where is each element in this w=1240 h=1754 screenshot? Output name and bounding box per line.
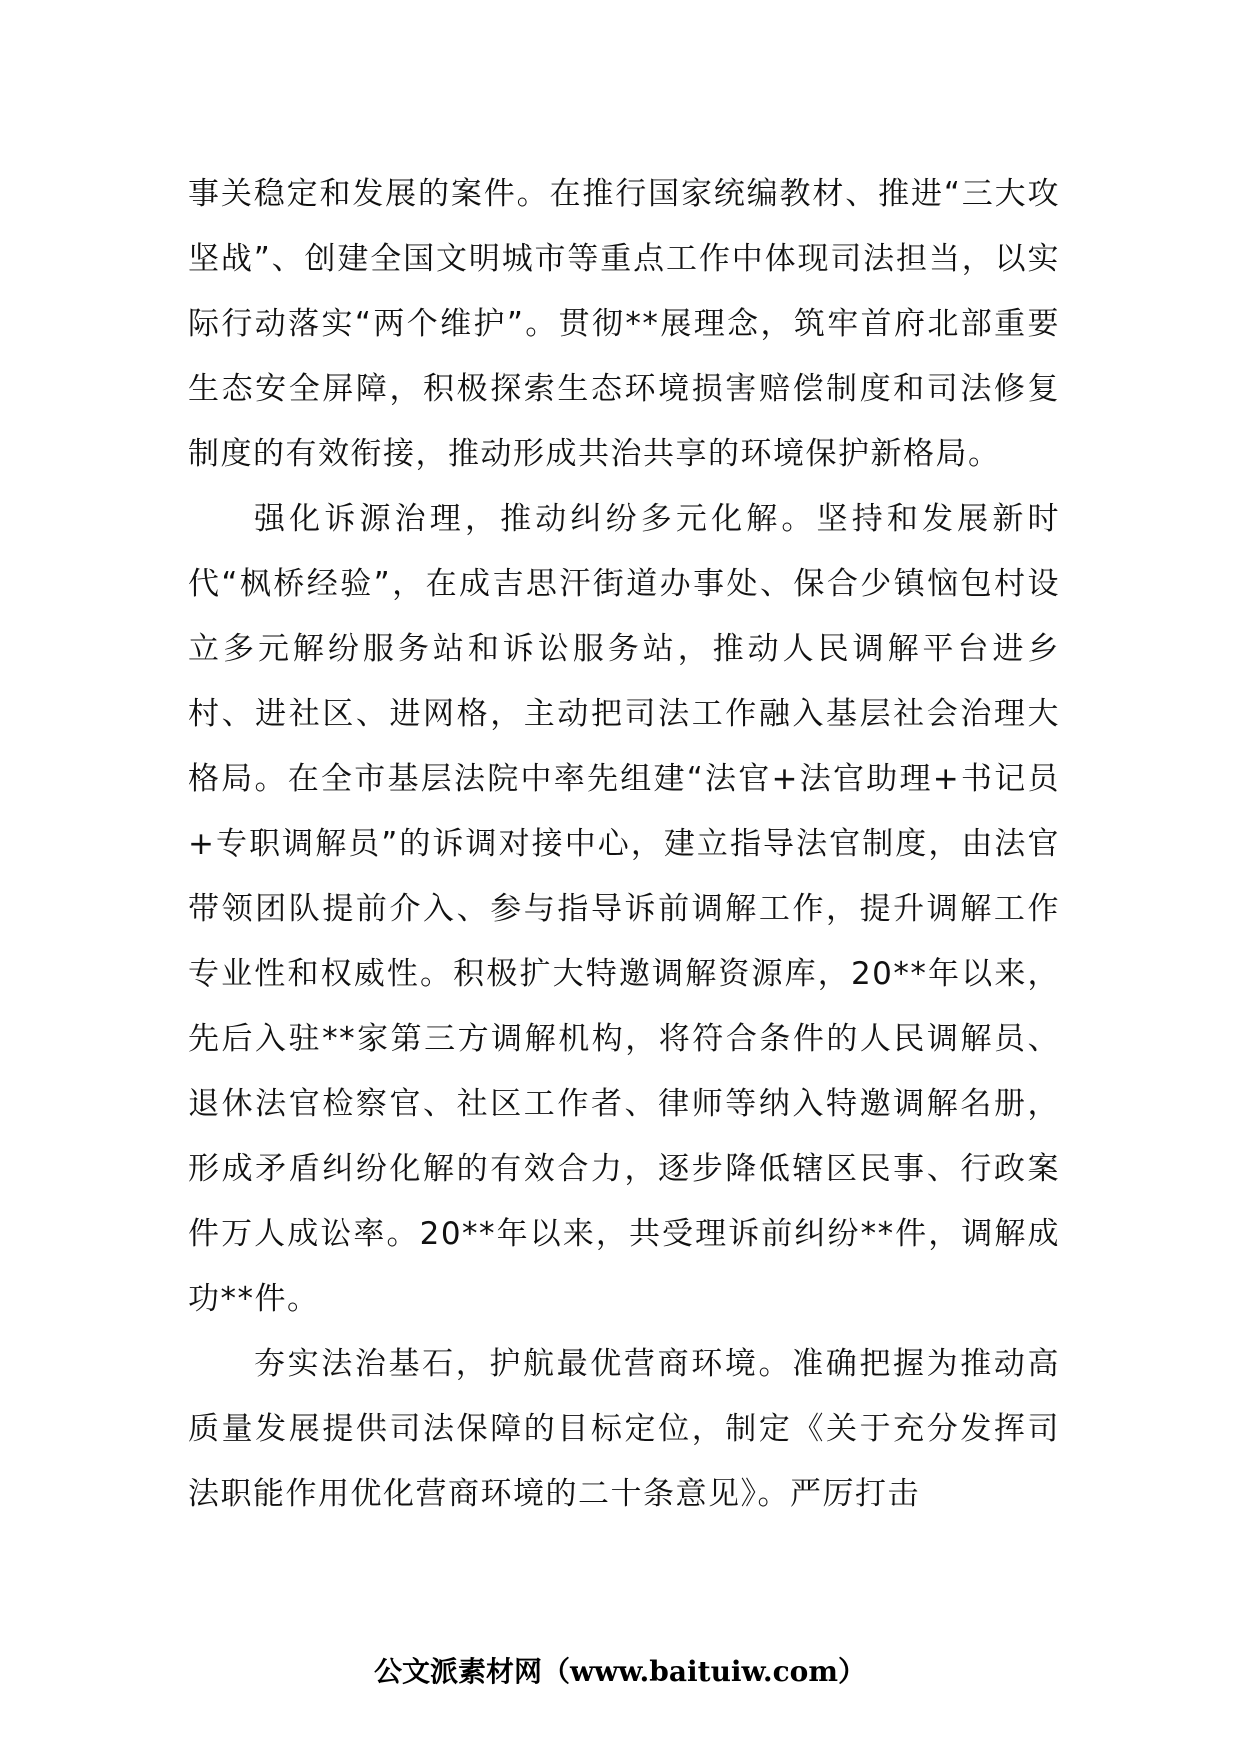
footer-watermark: 公文派素材网（www.baituiw.com）	[374, 1655, 866, 1688]
paragraph-business-environment: 夯实法治基石，护航最优营商环境。准确把握为推动高质量发展提供司法保障的目标定位，制定《关于充分发挥司法职能作用优化营商环境的二十条意见》。严厉打击	[188, 1346, 1060, 1512]
paragraph-continuation: 事关稳定和发展的案件。在推行国家统编教材、推进“三大攻坚战”、创建全国文明城市等重点工作中体现司法担当，以实际行动落实“两个维护”。贯彻**展理念，筑牢首府北部重要生态安全屏障，积极探索生态环境损害赔偿制度和司法修复制度的有效衔接，推动形成共治共享的环境保护新格局。	[188, 176, 1060, 472]
paragraph-litigation-governance: 强化诉源治理，推动纠纷多元化解。坚持和发展新时代“枫桥经验”，在成吉思汗街道办事处、保合少镇恼包村设立多元解纷服务站和诉讼服务站，推动人民调解平台进乡村、进社区、进网格，主动把司法工作融入基层社会治理大格局。在全市基层法院中率先组建“法官+法官助理+书记员+专职调解员”的诉调对接中心，建立指导法官制度，由法官带领团队提前介入、参与指导诉前调解工作，提升调解工作专业性和权威性。积极扩大特邀调解资源库，20**年以来，先后入驻**家第三方调解机构，将符合条件的人民调解员、退休法官检察官、社区工作者、律师等纳入特邀调解名册，形成矛盾纠纷化解的有效合力，逐步降低辖区民事、行政案件万人成讼率。20**年以来，共受理诉前纠纷**件，调解成功**件。	[188, 501, 1060, 1317]
body-text	[188, 162, 1060, 1527]
